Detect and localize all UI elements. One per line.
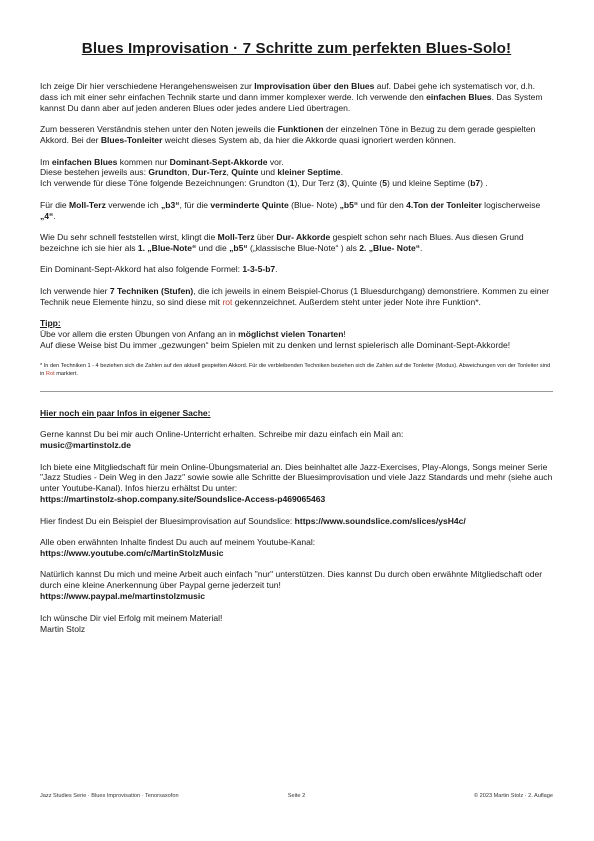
emphasis: 4.Ton der Tonleiter [406, 199, 482, 210]
emphasis: „b5“ [229, 242, 248, 253]
emphasis: „b5“ [339, 199, 359, 210]
emphasis: Dur- Akkorde [276, 232, 331, 243]
emphasis: Dur-Terz [192, 167, 227, 178]
text: Wie Du sehr schnell feststellen wirst, klingt die [40, 232, 218, 243]
text: ) und kleine Septime ( [387, 178, 471, 189]
emphasis: Improvisation über den Blues [254, 81, 375, 91]
page [40, 40, 553, 634]
text: Zum besseren Verständnis stehen unter den Noten jeweils die [40, 124, 278, 135]
info-support [40, 569, 553, 602]
red-highlight: rot [222, 296, 233, 307]
text: gekennzeichnet. Außerdem steht unter jeder Note ihre Funktion*. [232, 296, 481, 307]
text: ), Dur Terz ( [294, 178, 340, 189]
text: Übe vor allem die ersten Übungen von Anfang an in [40, 329, 239, 339]
text: . [340, 167, 343, 178]
text: * In den Techniken 1 - 4 beziehen sich die Zahlen auf den aktuell gespielten Akkord. Für die verbleibenden Techniken beziehen sich die Zahlen auf die Tonleiter (Modus). Abweichungen von der Tonleiter sind in [40, 362, 551, 377]
divider [40, 391, 553, 392]
text: . Das System kannst Du dann aber auf jeden anderen Blues oder jedes andere Lied übertragen. [40, 91, 543, 113]
intro-paragraph [40, 81, 553, 114]
text: und die [196, 242, 230, 253]
techniques-paragraph [40, 286, 553, 308]
text: . [53, 210, 56, 221]
text: . [275, 264, 278, 275]
info-closing [40, 613, 553, 635]
emphasis: 7 Techniken (Stufen) [109, 285, 194, 296]
text: Alle oben erwähnten Inhalte findest Du auch auf meinem Youtube-Kanal: [40, 537, 316, 548]
functions-paragraph [40, 124, 553, 146]
text: Ich biete eine Mitgliedschaft für mein Online-Übungsmaterial an. Dies beinhaltet alle Jazz-Exercises, Play-Alongs, Songs meiner Serie "Jazz Studies - Dein Weg in den Jazz" sowie sowie alle Schritte der Bluesimprovisation und viele Jazz Standards und mehr (siehe auch unter Youtube-Kanal). Infos hierzu erhältst Du unter: [40, 461, 553, 494]
emphasis: einfachen Blues [426, 91, 492, 102]
emphasis: Blues-Tonleiter [100, 135, 163, 146]
text: Ich verwende hier [40, 285, 110, 296]
emphasis: 1 [289, 178, 295, 189]
text: ! [343, 329, 346, 339]
emphasis: möglichst vielen Tonarten [238, 329, 344, 339]
emphasis: b7 [470, 178, 481, 189]
red-highlight: Rot [45, 370, 55, 377]
emphasis: Moll-Terz [68, 199, 106, 210]
tip-heading: Tipp: [40, 318, 61, 329]
emphasis: Moll-Terz [217, 232, 255, 243]
emphasis: Dominant-Sept-Akkorde [169, 156, 268, 167]
shop-link[interactable]: https://martinstolz-shop.company.site/Soundslice-Access-p469065463 [40, 494, 326, 505]
text: Natürlich kannst Du mich und meine Arbeit auch einfach "nur" unterstützen. Dies kannst Du durch oben erwähnte Mitgliedschaft oder durch eine kleine Anerkennung über Paypal gerne jederzeit tun! [40, 569, 543, 591]
text: ) . [480, 178, 488, 189]
info-heading [40, 408, 553, 419]
info-lessons [40, 429, 553, 451]
footer-left: Jazz Studies Serie · Blues Improvisation · Tenorsaxofon [40, 793, 179, 799]
text: über [254, 232, 277, 243]
paypal-link[interactable]: https://www.paypal.me/martinstolzmusic [40, 591, 205, 602]
emphasis: Grundton [148, 167, 188, 178]
text: gespielt schon sehr nach Blues. Aus diesen Grund bezeichne ich sie hier als [40, 232, 524, 253]
text: Für die [40, 199, 69, 210]
text: logischerweise [481, 199, 541, 210]
text: vor. [267, 156, 284, 167]
mollterz-paragraph [40, 200, 553, 222]
emphasis: kleiner Septime [277, 167, 341, 178]
text: , die ich jeweils in einem Beispiel-Chorus (1 Bluesdurchgang) demonstriere. Kommen zu einer Technik neue Elemente hinzu, so sind diese mit [40, 285, 550, 307]
text: , [187, 167, 193, 178]
text: (Blue- Note) [288, 199, 340, 210]
info-membership [40, 462, 553, 506]
text: („klassische Blue-Note“ ) als [247, 242, 360, 253]
emphasis: „b3“ [160, 199, 180, 210]
soundslice-link[interactable]: https://www.soundslice.com/slices/ysH4c/ [294, 515, 466, 526]
emphasis: 1. „Blue-Note“ [137, 242, 197, 253]
page-footer [40, 793, 553, 799]
emphasis: verminderte Quinte [210, 199, 289, 210]
text: kommen nur [117, 156, 170, 167]
info-heading-text: Hier noch ein paar Infos in eigener Sache: [40, 407, 211, 418]
text: und für den [358, 199, 407, 210]
info-youtube [40, 537, 553, 559]
text: markiert. [54, 370, 78, 377]
footer-copyright: © 2023 Martin Stolz · 2. Auflage [473, 793, 553, 799]
info-soundslice [40, 516, 553, 527]
emphasis: 2. „Blue- Note“ [359, 242, 421, 253]
text: weicht dieses System ab, da hier die Akkorde quasi ignoriert werden können. [162, 135, 456, 146]
text: Gerne kannst Du bei mir auch Online-Unterricht erhalten. Schreibe mir dazu einfach ein Mail an: [40, 429, 404, 440]
email-link[interactable]: music@martinstolz.de [40, 440, 131, 451]
text: Im [40, 156, 52, 167]
text: Ich verwende für diese Töne folgende Bezeichnungen: Grundton ( [40, 178, 290, 189]
page-title: Blues Improvisation · 7 Schritte zum perfekten Blues-Solo! [81, 40, 512, 57]
text: Ich wünsche Dir viel Erfolg mit meinem Material! [40, 612, 223, 623]
page-number: Seite 2 [287, 793, 306, 799]
text: der einzelnen Töne in Bezug zu dem gerade gespielten Akkord. Bei der [40, 124, 536, 146]
text: Diese bestehen jeweils aus: [40, 167, 149, 178]
text: Ich zeige Dir hier verschiedene Herangehensweisen zur [40, 81, 255, 91]
formula-paragraph [40, 264, 553, 275]
emphasis: 1-3-5-b7 [242, 264, 276, 275]
emphasis: Quinte [231, 167, 259, 178]
text: , [226, 167, 232, 178]
emphasis: 3 [339, 178, 345, 189]
text: , für die [179, 199, 211, 210]
text: Ein Dominant-Sept-Akkord hat also folgende Formel: [40, 264, 243, 275]
text: verwende ich [105, 199, 161, 210]
emphasis: Funktionen [277, 124, 324, 135]
text: . [420, 242, 423, 253]
text: Hier findest Du ein Beispiel der Bluesimprovisation auf Soundslice: [40, 515, 295, 526]
signature: Martin Stolz [40, 623, 86, 634]
text: auf. Dabei gehe ich systematisch vor, d.h. dass ich mit einer sehr einfachen Technik starte und dann immer komplexer werde. Ich verwende den [40, 81, 535, 102]
emphasis: einfachen Blues [51, 156, 118, 167]
emphasis: „4“ [40, 210, 54, 221]
text: und [258, 167, 278, 178]
footnote [40, 362, 553, 378]
chords-paragraph [40, 157, 553, 190]
bluenote-paragraph [40, 232, 553, 254]
tip-block [40, 318, 553, 351]
text: ), Quinte ( [344, 178, 383, 189]
text: Auf diese Weise bist Du immer „gezwungen“ beim Spielen mit zu denken und lernst spielerisch alle Dominant-Sept-Akkorde! [40, 339, 511, 350]
youtube-link[interactable]: https://www.youtube.com/c/MartinStolzMusic [40, 547, 224, 558]
emphasis: 5 [382, 178, 388, 189]
